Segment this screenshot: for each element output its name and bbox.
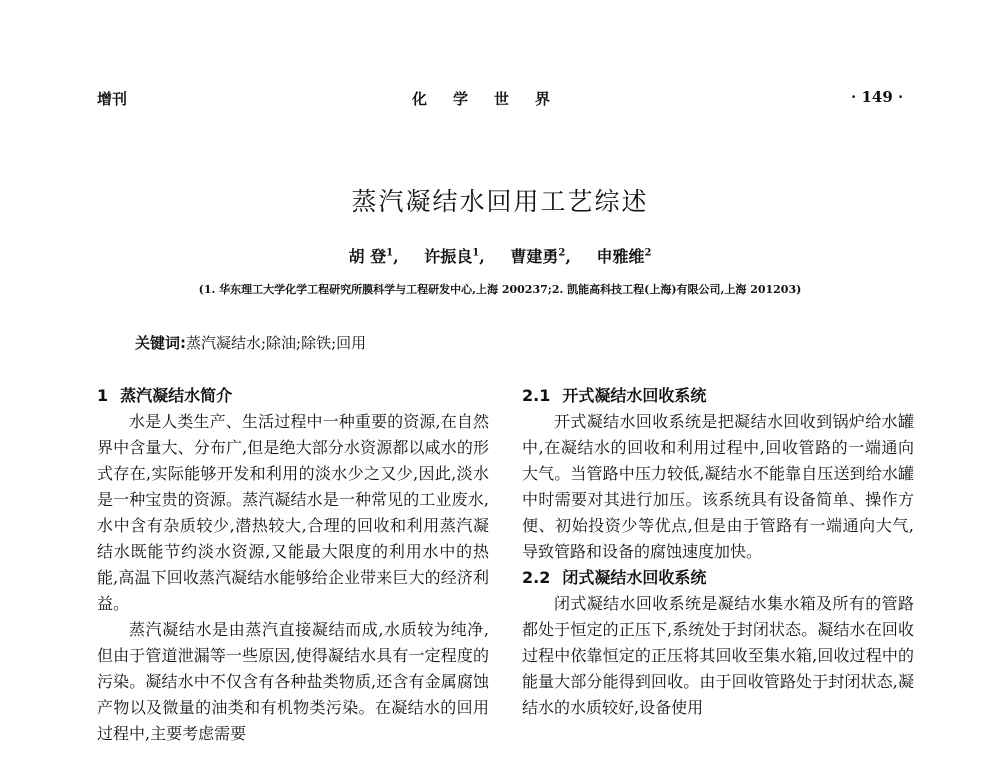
keywords-value: 蒸汽凝结水;除油;除铁;回用 <box>186 334 367 352</box>
keywords <box>135 332 366 353</box>
section-number: 1 <box>97 386 109 405</box>
article-title: 蒸汽凝结水回用工艺综述 <box>351 187 649 216</box>
page-number: · 149 · <box>851 88 904 106</box>
paragraph: 水是人类生产、生活过程中一种重要的资源,在自然界中含量大、分布广,但是绝大部分水资源都以咸水的形式存在,实际能够开发和利用的淡水少之又少,因此,淡水是一种宝贵的资源。蒸汽凝结水是一种常见的工业废水,水中含有杂质较少,潜热较大,合理的回收和利用蒸汽凝结水既能节约淡水资源,又能最大限度的利用水中的热能,高温下回收蒸汽凝结水能够给企业带来巨大的经济利益。 <box>97 412 489 613</box>
author: 申雅维$^2$ <box>596 247 652 266</box>
author: 胡 登$^1$, <box>348 247 399 266</box>
section-heading <box>522 383 914 409</box>
journal-name: 化学世界 <box>412 90 577 108</box>
section-title: 蒸汽凝结水简介 <box>120 386 233 405</box>
left-column <box>97 383 489 747</box>
section-heading <box>522 565 914 591</box>
journal-issue-label: 增刊 <box>97 90 128 108</box>
paragraph: 蒸汽凝结水是由蒸汽直接凝结而成,水质较为纯净,但由于管道泄漏等一些原因,使得凝结水具有一定程度的污染。凝结水中不仅含有各种盐类物质,还含有金属腐蚀产物以及微量的油类和有机物类污染。在凝结水的回用过程中,主要考虑需要 <box>97 620 489 743</box>
section-number: 2.2 <box>522 568 551 587</box>
affiliation: (1. 华东理工大学化学工程研究所膜科学与工程研发中心,上海 200237;2. 凯能高科技工程(上海)有限公司,上海 201203) <box>198 283 802 296</box>
author: 曹建勇$^2$, <box>510 247 571 266</box>
section-number: 2.1 <box>522 386 551 405</box>
right-column <box>522 383 914 721</box>
section-heading <box>97 383 489 409</box>
author: 许振良$^1$, <box>424 247 485 266</box>
section-title: 开式凝结水回收系统 <box>562 386 707 405</box>
author-list <box>0 244 1000 267</box>
paragraph: 开式凝结水回收系统是把凝结水回收到锅炉给水罐中,在凝结水的回收和利用过程中,回收管路的一端通向大气。当管路中压力较低,凝结水不能靠自压送到给水罐中时需要对其进行加压。该系统具有设备简单、操作方便、初始投资少等优点,但是由于管路有一端通向大气,导致管路和设备的腐蚀速度加快。 <box>522 412 914 561</box>
paragraph: 闭式凝结水回收系统是凝结水集水箱及所有的管路都处于恒定的正压下,系统处于封闭状态。凝结水在回收过程中依靠恒定的正压将其回收至集水箱,回收过程中的能量大部分能得到回收。由于回收管路处于封闭状态,凝结水的水质较好,设备使用 <box>522 594 914 717</box>
section-title: 闭式凝结水回收系统 <box>562 568 707 587</box>
keywords-label: 关键词: <box>135 334 186 352</box>
